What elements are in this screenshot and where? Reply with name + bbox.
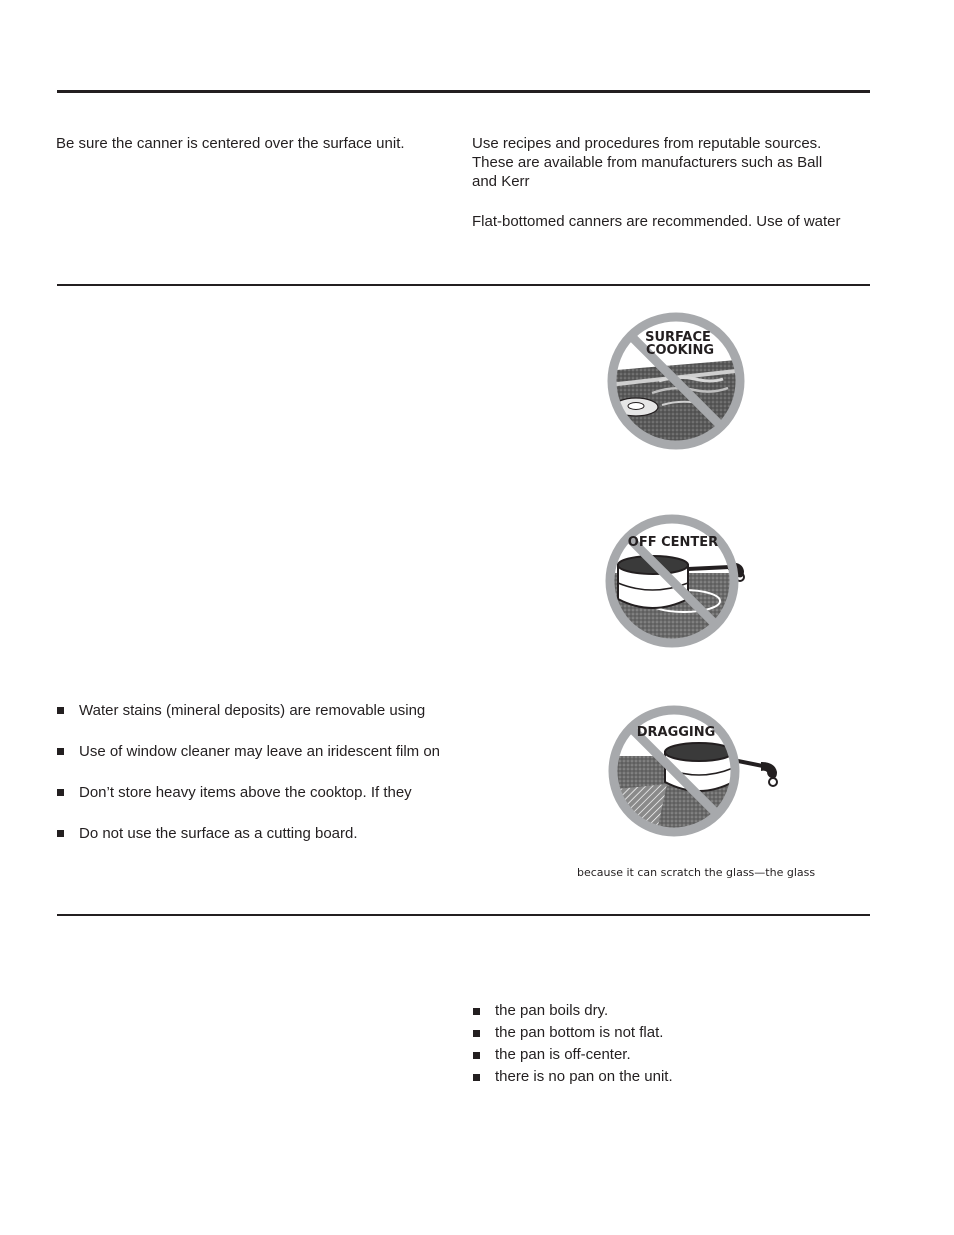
text-line: These are available from manufacturers such as Ball [472, 154, 823, 171]
list-item-text: Don’t store heavy items above the cooktop. If they [79, 784, 412, 801]
bullet-square-icon [473, 1052, 480, 1059]
illustration-label: SURFACE [645, 330, 711, 345]
no-surface-cooking-icon [604, 309, 749, 454]
canning-right-paragraph [472, 134, 822, 191]
illustration-label: DRAGGING [636, 725, 716, 740]
limiter-bullet-list [473, 1000, 673, 1088]
list-item-text: Water stains (mineral deposits) are removable using [79, 702, 426, 719]
list-item [473, 1022, 673, 1044]
bullet-square-icon [57, 707, 64, 714]
canning-left-paragraph: Be sure the canner is centered over the surface unit. [56, 135, 405, 152]
bullet-square-icon [473, 1008, 480, 1015]
illustration-caption: because it can scratch the glass—the glass [577, 866, 816, 879]
list-item [473, 1044, 673, 1066]
care-bullet-list [57, 701, 440, 843]
section-rule-top [57, 90, 870, 93]
canning-flat-bottom-paragraph: Flat-bottomed canners are recommended. Use of water [472, 213, 841, 230]
list-item [57, 742, 440, 761]
illustration-label: OFF CENTER [627, 535, 719, 550]
section-rule-bottom [57, 914, 870, 916]
list-item [57, 824, 440, 843]
list-item-text: the pan boils dry. [495, 1002, 609, 1019]
bullet-square-icon [57, 748, 64, 755]
no-off-center-icon [604, 513, 754, 653]
list-item-text: the pan bottom is not flat. [495, 1024, 664, 1041]
list-item-text: the pan is off-center. [495, 1046, 631, 1063]
list-item [57, 701, 440, 720]
list-item [473, 1000, 673, 1022]
list-item-text: Use of window cleaner may leave an iridescent film on [79, 743, 441, 760]
text-line: and Kerr [472, 173, 530, 190]
list-item-text: there is no pan on the unit. [495, 1068, 673, 1085]
text-line: Use recipes and procedures from reputable sources. [472, 135, 822, 152]
illustration-label: COOKING [645, 343, 715, 358]
bullet-square-icon [473, 1074, 480, 1081]
bullet-square-icon [57, 830, 64, 837]
bullet-square-icon [57, 789, 64, 796]
bullet-square-icon [473, 1030, 480, 1037]
list-item [57, 783, 440, 802]
list-item [473, 1066, 673, 1088]
no-dragging-icon [607, 704, 789, 840]
list-item-text: Do not use the surface as a cutting board. [79, 825, 358, 842]
section-rule-middle [57, 284, 870, 286]
